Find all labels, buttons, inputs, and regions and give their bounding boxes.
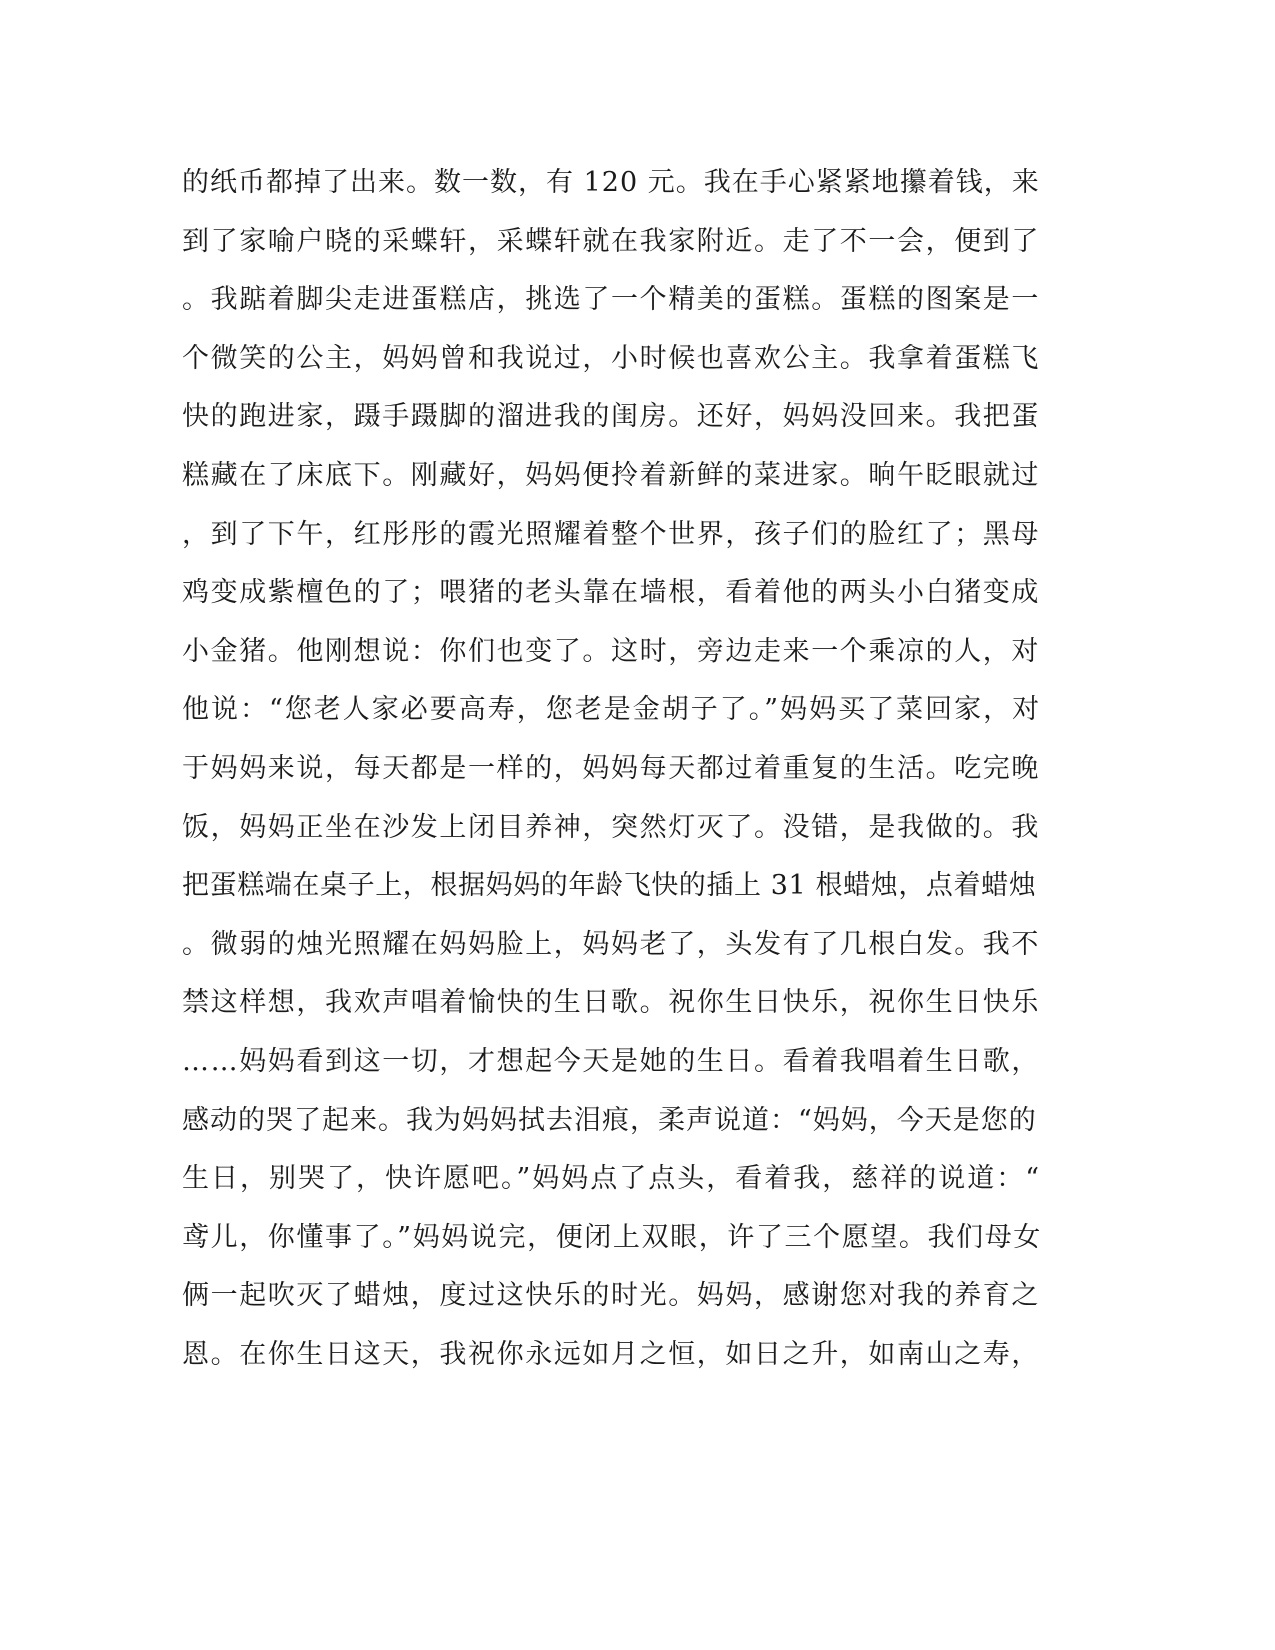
- text-line: 他说：“您老人家必要高寿，您老是金胡子了。”妈妈买了菜回家，对: [182, 694, 1042, 726]
- text-line: ，到了下午，红彤彤的霞光照耀着整个世界，孩子们的脸红了；黑母: [182, 518, 1040, 550]
- text-line: 快的跑进家，蹑手蹑脚的溜进我的闺房。还好，妈妈没回来。我把蛋: [182, 401, 1040, 433]
- text-line: 鸢儿，你懂事了。”妈妈说完，便闭上双眼，许了三个愿望。我们母女: [182, 1221, 1042, 1253]
- text-line: 于妈妈来说，每天都是一样的，妈妈每天都过着重复的生活。吃完晚: [182, 752, 1040, 784]
- text-line: 。微弱的烛光照耀在妈妈脸上，妈妈老了，头发有了几根白发。我不: [182, 928, 1040, 960]
- text-line: 饭，妈妈正坐在沙发上闭目养神，突然灯灭了。没错，是我做的。我: [182, 811, 1040, 843]
- text-line: 小金猪。他刚想说：你们也变了。这时，旁边走来一个乘凉的人，对: [182, 635, 1040, 667]
- text-line: 到了家喻户晓的采蝶轩，采蝶轩就在我家附近。走了不一会，便到了: [182, 225, 1040, 257]
- text-line: 禁这样想，我欢声唱着愉快的生日歌。祝你生日快乐，祝你生日快乐: [182, 987, 1040, 1019]
- text-line: 俩一起吹灭了蜡烛，度过这快乐的时光。妈妈，感谢您对我的养育之: [182, 1280, 1040, 1312]
- text-line: 把蛋糕端在桌子上，根据妈妈的年龄飞快的插上 31 根蜡烛，点着蜡烛: [182, 870, 1037, 902]
- text-line: ……妈妈看到这一切，才想起今天是她的生日。看着我唱着生日歌，: [182, 1045, 1040, 1077]
- text-line: 生日，别哭了，快许愿吧。”妈妈点了点头，看着我，慈祥的说道：“: [182, 1163, 1042, 1195]
- body-text: [182, 154, 1042, 1384]
- text-line: 。我踮着脚尖走进蛋糕店，挑选了一个精美的蛋糕。蛋糕的图案是一: [182, 284, 1040, 316]
- text-line: 个微笑的公主，妈妈曾和我说过，小时候也喜欢公主。我拿着蛋糕飞: [182, 342, 1040, 374]
- text-line: 的纸币都掉了出来。数一数，有 120 元。我在手心紧紧地攥着钱，来: [182, 167, 1040, 198]
- text-line: 糕藏在了床底下。刚藏好，妈妈便拎着新鲜的菜进家。晌午眨眼就过: [182, 459, 1040, 491]
- text-line: 恩。在你生日这天，我祝你永远如月之恒，如日之升，如南山之寿，: [182, 1338, 1040, 1370]
- text-line: 感动的哭了起来。我为妈妈拭去泪痕，柔声说道：“妈妈，今天是您的: [182, 1104, 1037, 1136]
- text-line: 鸡变成紫檀色的了；喂猪的老头靠在墙根，看着他的两头小白猪变成: [182, 577, 1040, 609]
